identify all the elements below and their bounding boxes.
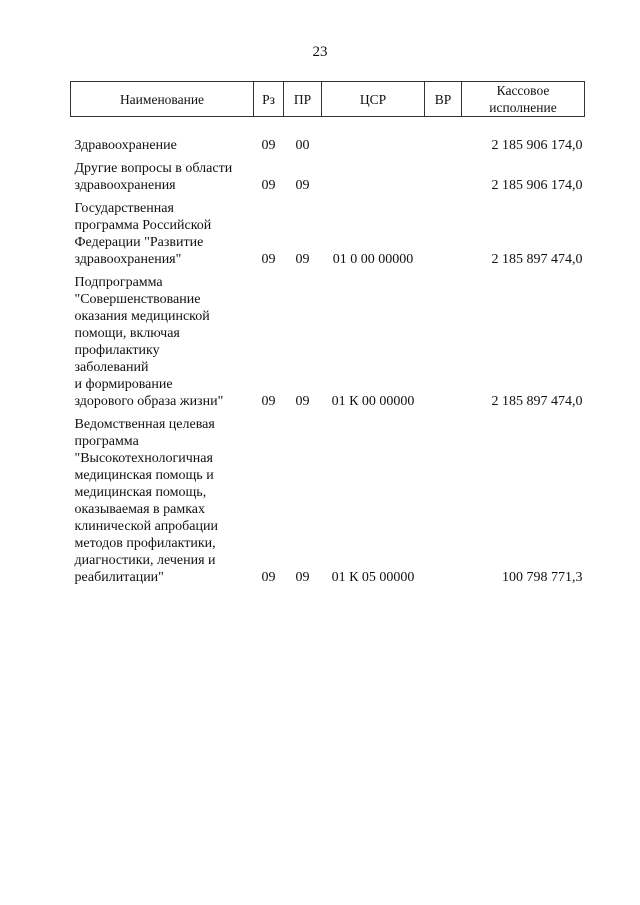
row-vr (425, 416, 462, 586)
row-sum: 2 185 897 474,0 (491, 394, 583, 409)
page-number: 23 (312, 44, 328, 60)
row-pr: 00 (295, 138, 310, 153)
header-spacer (71, 117, 585, 138)
table-header (71, 82, 585, 117)
row-sum: 2 185 906 174,0 (491, 178, 583, 193)
table-row (71, 137, 585, 160)
row-rz: 09 (261, 252, 276, 267)
header-vr: ВР (425, 82, 462, 117)
row-pr: 09 (295, 394, 310, 409)
row-sum: 100 798 771,3 (502, 570, 583, 585)
header-sum-line2: исполнение (489, 100, 557, 115)
row-csr: 01 К 00 00000 (331, 394, 415, 409)
header-row (71, 82, 585, 117)
header-cash-execution (462, 82, 585, 117)
row-sum: 2 185 906 174,0 (491, 138, 583, 153)
row-vr (425, 200, 462, 274)
row-vr (425, 137, 462, 160)
row-name: Государственная программа Российской Федерации "Развитие здравоохранения" (74, 201, 212, 267)
row-name: Подпрограмма "Совершенствование оказания медицинской помощи, включая профилактику заболеваний и формирование здорового образа жизни" (74, 275, 224, 409)
budget-table (70, 81, 585, 586)
row-rz: 09 (261, 394, 276, 409)
header-sum-line1: Кассовое (496, 83, 550, 98)
table-row (71, 160, 585, 200)
row-csr (322, 160, 425, 200)
row-name: Другие вопросы в области здравоохранения (74, 161, 233, 193)
header-pr: ПР (284, 82, 322, 117)
row-pr: 09 (295, 178, 310, 193)
header-name: Наименование (71, 82, 254, 117)
table-row (71, 274, 585, 416)
row-name: Здравоохранение (74, 138, 177, 153)
table-body (71, 117, 585, 587)
header-rz: Рз (254, 82, 284, 117)
row-pr: 09 (295, 570, 310, 585)
row-csr (322, 137, 425, 160)
row-name: Ведомственная целевая программа "Высокотехнологичная медицинская помощь и медицинская помощь, оказываемая в рамках клинической апробации методов профилактики, диагностики, лечения и реабилитации" (74, 417, 218, 585)
row-rz: 09 (261, 178, 276, 193)
header-csr: ЦСР (322, 82, 425, 117)
row-csr: 01 0 00 00000 (332, 252, 414, 267)
row-rz: 09 (261, 138, 276, 153)
row-vr (425, 160, 462, 200)
table-row (71, 416, 585, 586)
row-pr: 09 (295, 252, 310, 267)
row-csr: 01 К 05 00000 (331, 570, 415, 585)
table-row (71, 200, 585, 274)
row-vr (425, 274, 462, 416)
row-rz: 09 (261, 570, 276, 585)
row-sum: 2 185 897 474,0 (491, 252, 583, 267)
